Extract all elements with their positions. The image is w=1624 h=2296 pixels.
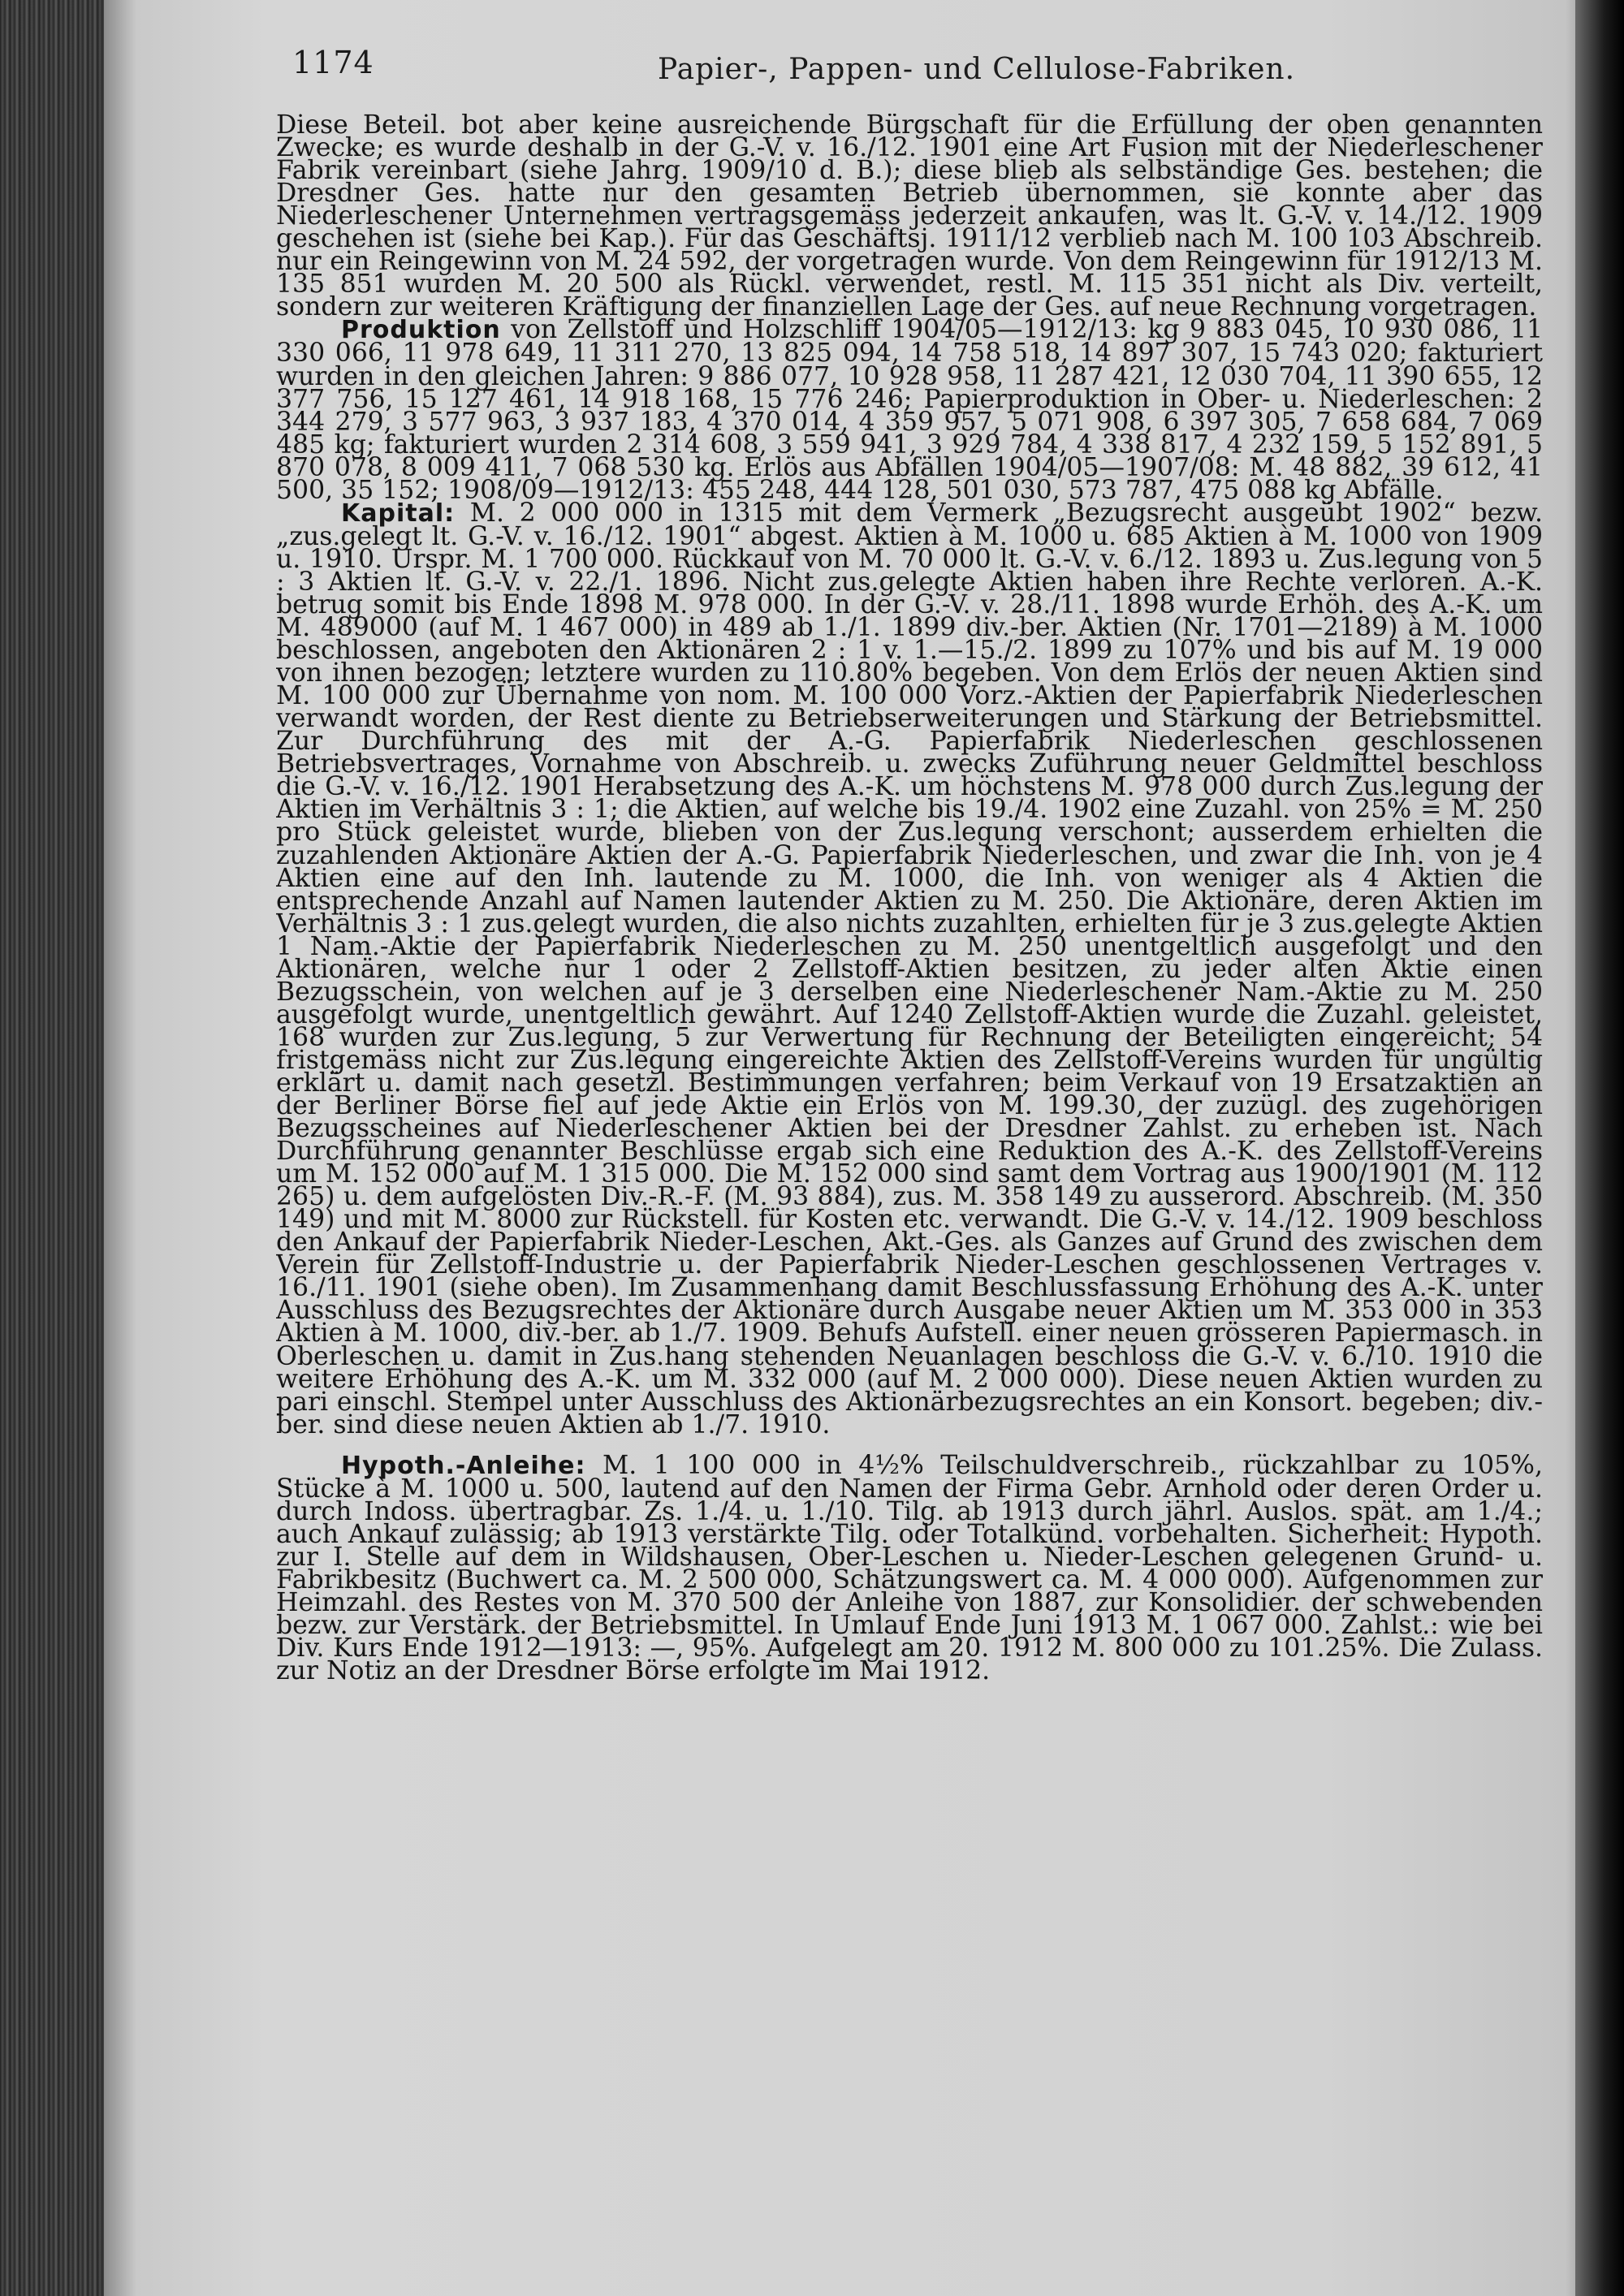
section-heading-hypoth-anleihe: Hypoth.-Anleihe:	[341, 1451, 586, 1480]
page-number: 1174	[292, 45, 374, 80]
page-header	[292, 45, 1575, 93]
paragraph-hypoth-anleihe	[276, 1450, 1543, 1686]
page-body	[276, 114, 1543, 2225]
section-heading-kapital: Kapital:	[341, 498, 456, 528]
running-title: Papier-, Pappen- und Cellulose-Fabriken.	[658, 53, 1296, 86]
paragraph-beteiligung: Diese Beteil. bot aber keine ausreichende Bürgschaft für die Erfüllung der oben genannten Zwecke; es wurde deshalb in der G.-V. v. 16./12. 1901 eine Art Fusion mit der Niederleschener Fabrik vereinbart (siehe Jahrg. 1909/10 d. B.); diese blieb als selbständige Ges. bestehen; die Dresdner Ges. hatte nur den gesamten Betrieb übernommen, sie konnte aber das Niederleschener Unternehmen vertragsgemäss jederzeit ankaufen, was lt. G.-V. v. 14./12. 1909 geschehen ist (siehe bei Kap.). Für das Geschäftsj. 1911/12 verblieb nach M. 100 103 Abschreib. nur ein Reingewinn von M. 24 592, der vorgetragen wurde. Von dem Reingewinn für 1912/13 M. 135 851 wurden M. 20 500 als Rückl. verwendet, restl. M. 115 351 nicht als Div. verteilt, sondern zur weiteren Kräftigung der finanziellen Lage der Ges. auf neue Rechnung vorgetragen.	[276, 114, 1543, 322]
paragraph-produktion	[276, 315, 1543, 505]
book-spine	[0, 0, 114, 2296]
paragraph-kapital-text: M. 2 000 000 in 1315 mit dem Vermerk „Bezugsrecht ausgeübt 1902“ bezw. „zus.gelegt lt. G.-V. v. 16./12. 1901“ abgest. Aktien à M. 1000 u. 685 Aktien à M. 1000 von 1909 u. 1910. Urspr. M. 1 700 000. Rückkauf von M. 70 000 lt. G.-V. v. 6./12. 1893 u. Zus.legung von 5 : 3 Aktien lt. G.-V. v. 22./1. 1896. Nicht zus.gelegte Aktien haben ihre Rechte verloren. A.-K. betrug somit bis Ende 1898 M. 978 000. In der G.-V. v. 28./11. 1898 wurde Erhöh. des A.-K. um M. 489000 (auf M. 1 467 000) in 489 ab 1./1. 1899 div.-ber. Aktien (Nr. 1701—2189) à M. 1000 beschlossen, angeboten den Aktionären 2 : 1 v. 1.—15./2. 1899 zu 107% und bis auf M. 19 000 von ihnen bezogen; letztere wurden zu 110.80% begeben. Von dem Erlös der neuen Aktien sind M. 100 000 zur Übernahme von nom. M. 100 000 Vorz.-Aktien der Papierfabrik Niederleschen verwandt worden, der Rest diente zu Betriebserweiterungen und Stärkung der Betriebsmittel. Zur Durchführung des mit der A.-G. Papierfabrik Niederleschen geschlossenen Betriebsvertrages, Vornahme von Abschreib. u. zwecks Zuführung neuer Geldmittel beschloss die G.-V. v. 16./12. 1901 Herabsetzung des A.-K. um höchstens M. 978 000 durch Zus.legung der Aktien im Verhältnis 3 : 1; die Aktien, auf welche bis 19./4. 1902 eine Zuzahl. von 25% = M. 250 pro Stück geleistet wurde, blieben von der Zus.legung verschont; ausserdem erhielten die zuzahlenden Aktionäre Aktien der A.-G. Papierfabrik Niederleschen, und zwar die Inh. von je 4 Aktien eine auf den Inh. lautende zu M. 1000, die Inh. von weniger als 4 Aktien die entsprechende Anzahl auf Namen lautender Aktien zu M. 250. Die Aktionäre, deren Aktien im Verhältnis 3 : 1 zus.gelegt wurden, die also nichts zuzahlten, erhielten für je 3 zus.gelegte Aktien 1 Nam.-Aktie der Papierfabrik Niederleschen zu M. 250 unentgeltlich ausgefolgt und den Aktionären, welche nur 1 oder 2 Zellstoff-Aktien besitzen, zu jeder alten Aktie einen Bezugsschein, von welchen auf je 3 derselben eine Niederleschener Nam.-Aktie zu M. 250 ausgefolgt wurde, unentgeltlich gewährt. Auf 1240 Zellstoff-Aktien wurde die Zuzahl. geleistet, 168 wurden zur Zus.legung, 5 zur Verwertung für Rechnung der Beteiligten eingereicht; 54 fristgemäss nicht zur Zus.legung eingereichte Aktien des Zellstoff-Vereins wurden für ungültig erklärt u. damit nach gesetzl. Bestimmungen verfahren; beim Verkauf von 19 Ersatzaktien an der Berliner Börse fiel auf jede Aktie ein Erlös von M. 199.30, der zuzügl. des zugehörigen Bezugsscheines auf Niederleschener Aktien bei der Dresdner Zahlst. zu erheben ist. Nach Durchführung genannter Beschlüsse ergab sich eine Reduktion des A.-K. des Zellstoff-Vereins um M. 152 000 auf M. 1 315 000. Die M. 152 000 sind samt dem Vortrag aus 1900/1901 (M. 112 265) u. dem aufgelösten Div.-R.-F. (M. 93 884), zus. M. 358 149 zu ausserord. Abschreib. (M. 350 149) und mit M. 8000 zur Rückstell. für Kosten etc. verwandt. Die G.-V. v. 14./12. 1909 beschloss den Ankauf der Papierfabrik Nieder-Leschen, Akt.-Ges. als Ganzes auf Grund des zwischen dem Verein für Zellstoff-Industrie u. der Papierfabrik Nieder-Leschen geschlossenen Vertrages v. 16./11. 1901 (siehe oben). Im Zusammenhang damit Beschlussfassung Erhöhung des A.-K. unter Ausschluss des Bezugsrechtes der Aktionäre durch Ausgabe neuer Aktien um M. 353 000 in 353 Aktien à M. 1000, div.-ber. ab 1./7. 1909. Behufs Aufstell. einer neuen grösseren Papiermasch. in Oberleschen u. damit in Zus.hang stehenden Neuanlagen beschloss die G.-V. v. 6./10. 1910 die weitere Erhöhung des A.-K. um M. 332 000 (auf M. 2 000 000). Diese neuen Aktien wurden zu pari einschl. Stempel unter Ausschluss des Aktionärbezugsrechtes an ein Konsort. begeben; div.-ber. sind diese neuen Aktien ab 1./7. 1910.	[276, 498, 1543, 1439]
page-right-edge	[1575, 0, 1624, 2296]
paragraph-kapital	[276, 498, 1543, 1439]
section-heading-produktion: Produktion	[341, 316, 501, 345]
paragraph-hypoth-anleihe-text: M. 1 100 000 in 4½% Teilschuldverschreib., rückzahlbar zu 105%, Stücke à M. 1000 u. 500, lautend auf den Namen der Firma Gebr. Arnhold oder deren Order u. durch Indoss. übertragbar. Zs. 1./4. u. 1./10. Tilg. ab 1913 durch jährl. Auslos. spät. am 1./4.; auch Ankauf zulässig; ab 1913 verstärkte Tilg. oder Totalkünd. vorbehalten. Sicherheit: Hypoth. zur I. Stelle auf dem in Wildshausen, Ober-Leschen u. Nieder-Leschen gelegenen Grund- u. Fabrikbesitz (Buchwert ca. M. 2 500 000, Schätzungswert ca. M. 4 000 000). Aufgenommen zur Heimzahl. des Restes von M. 370 500 der Anleihe von 1887, zur Konsolidier. der schwebenden bezw. zur Verstärk. der Betriebsmittel. In Umlauf Ende Juni 1913 M. 1 067 000. Zahlst.: wie bei Div. Kurs Ende 1912—1913: —, 95%. Aufgelegt am 20. 1912 M. 800 000 zu 101.25%. Die Zulass. zur Notiz an der Dresdner Börse erfolgte im Mai 1912.	[276, 1450, 1543, 1686]
paragraph-produktion-text: von Zellstoff und Holzschliff 1904/05—1912/13: kg 9 883 045, 10 930 086, 11 330 066, 11 978 649, 11 311 270, 13 825 094, 14 758 518, 14 897 307, 15 743 020; fakturiert wurden in den gleichen Jahren: 9 886 077, 10 928 958, 11 287 421, 12 030 704, 11 390 655, 12 377 756, 15 127 461, 14 918 168, 15 776 246; Papierproduktion in Ober- u. Niederleschen: 2 344 279, 3 577 963, 3 937 183, 4 370 014, 4 359 957, 5 071 908, 6 397 305, 7 658 684, 7 069 485 kg; fakturiert wurden 2 314 608, 3 559 941, 3 929 784, 4 338 817, 4 232 159, 5 152 891, 5 870 078, 8 009 411, 7 068 530 kg. Erlös aus Abfällen 1904/05—1907/08: M. 48 882, 39 612, 41 500, 35 152; 1908/09—1912/13: 455 248, 444 128, 501 030, 573 787, 475 088 kg Abfälle.	[276, 315, 1543, 505]
